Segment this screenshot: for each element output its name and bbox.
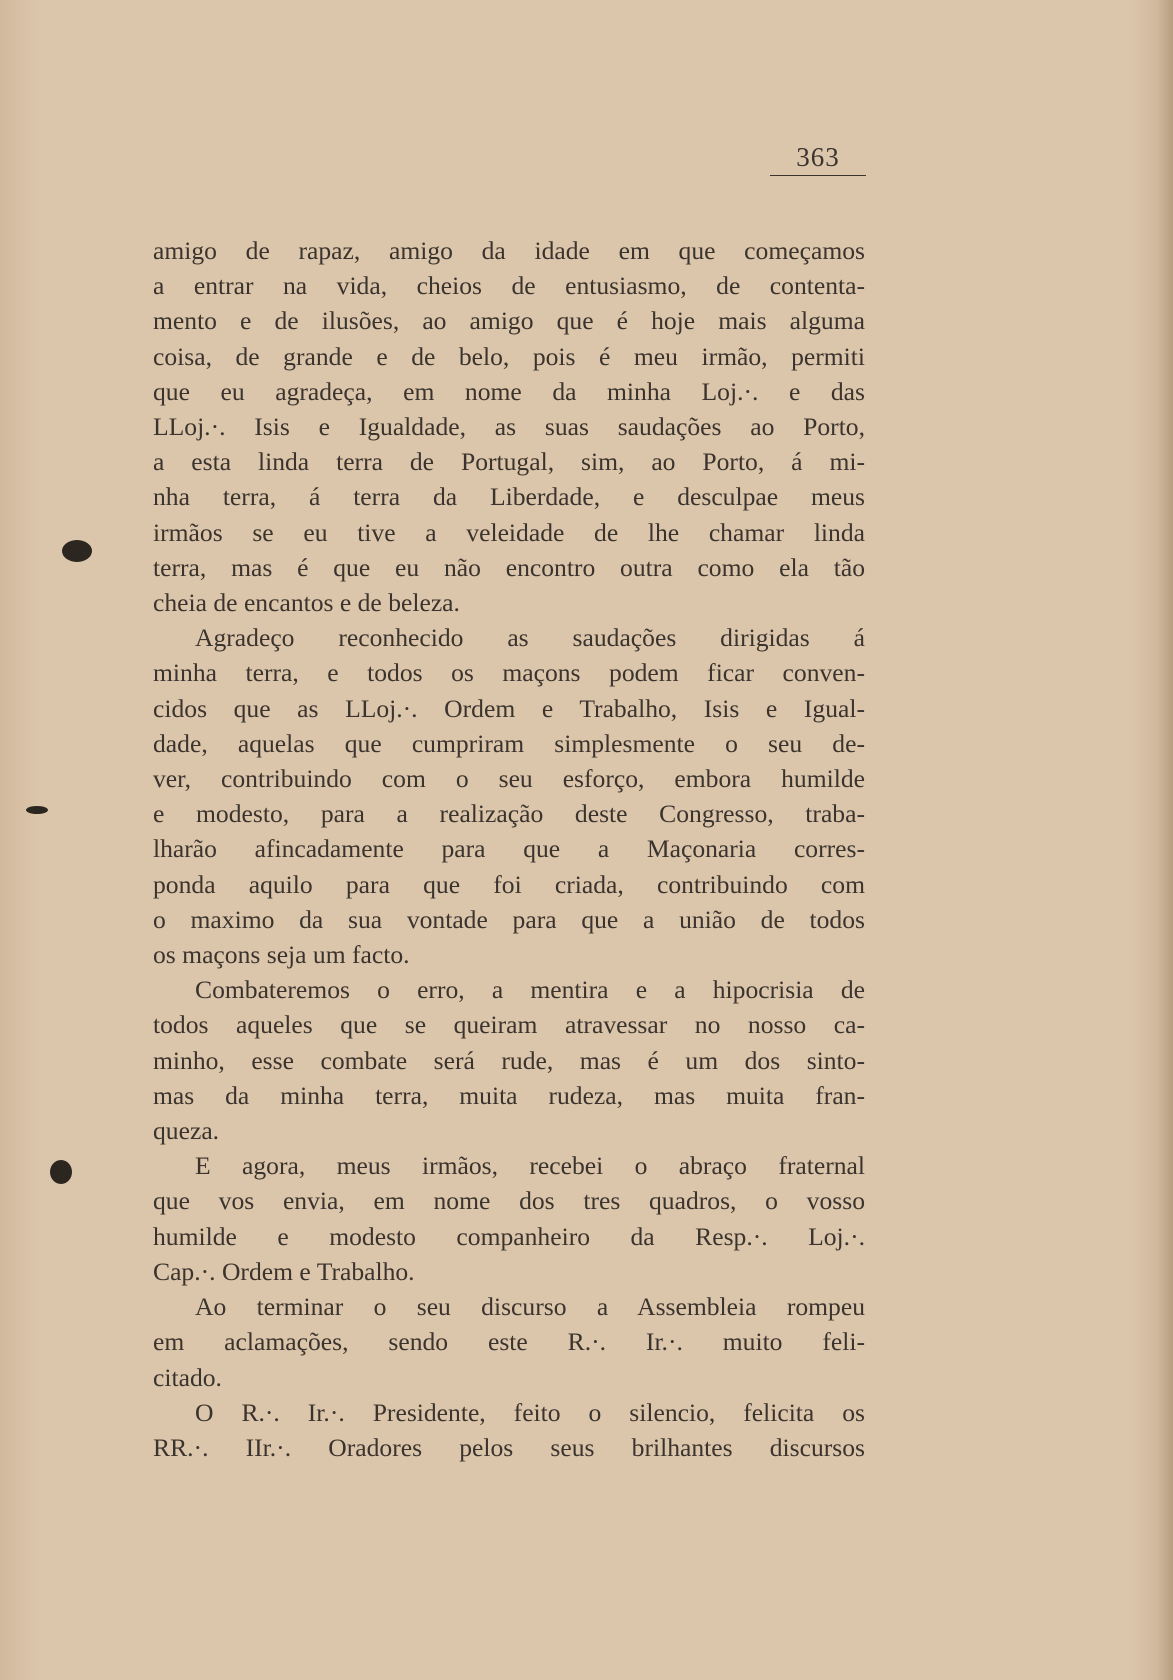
text-line: ponda aquilo para que foi criada, contribuindo com — [153, 869, 865, 899]
text-line: O R.·. Ir.·. Presidente, feito o silencio, felicita os — [195, 1397, 865, 1427]
text-line: cidos que as LLoj.·. Ordem e Trabalho, Isis e Igual- — [153, 693, 865, 723]
text-line: Cap.·. Ordem e Trabalho. — [153, 1256, 415, 1286]
text-line: minha terra, e todos os maçons podem ficar conven- — [153, 658, 865, 688]
text-line: mento e de ilusões, ao amigo que é hoje mais alguma — [153, 306, 865, 336]
text-line: citado. — [153, 1362, 222, 1392]
text-line: mas da minha terra, muita rudeza, mas muita fran- — [153, 1080, 865, 1110]
text-line: os maçons seja um facto. — [153, 940, 410, 970]
ink-blot-mark — [62, 540, 92, 562]
text-line: em aclamações, sendo este R.·. Ir.·. muito feli- — [153, 1327, 865, 1357]
text-line: dade, aquelas que cumpriram simplesmente o seu de- — [153, 728, 865, 758]
text-line: queza. — [153, 1116, 220, 1146]
text-line: cheia de encantos e de beleza. — [153, 588, 460, 618]
text-line: o maximo da sua vontade para que a união de todos — [153, 904, 865, 934]
text-line: a esta linda terra de Portugal, sim, ao Porto, á mi- — [153, 447, 865, 477]
text-line: Ao terminar o seu discurso a Assembleia rompeu — [195, 1292, 865, 1322]
text-line: Combateremos o erro, a mentira e a hipocrisia de — [195, 975, 865, 1005]
text-line: humilde e modesto companheiro da Resp.·. Loj.·. — [153, 1221, 865, 1251]
text-line: ver, contribuindo com o seu esforço, embora humilde — [153, 764, 865, 794]
ink-blot-mark — [50, 1160, 72, 1184]
text-line: minho, esse combate será rude, mas é um dos sinto- — [153, 1045, 865, 1075]
text-line: lharão afincadamente para que a Maçonaria corres- — [153, 834, 865, 864]
text-line: coisa, de grande e de belo, pois é meu irmão, permiti — [153, 341, 865, 371]
text-line: e modesto, para a realização deste Congresso, traba- — [153, 799, 865, 829]
text-line: todos aqueles que se queiram atravessar no nosso ca- — [153, 1010, 865, 1040]
page-binding-edge — [1159, 0, 1173, 1680]
text-line: terra, mas é que eu não encontro outra como ela tão — [153, 552, 865, 582]
text-line: irmãos se eu tive a veleidade de lhe chamar linda — [153, 517, 865, 547]
page-number: 363 — [770, 142, 866, 176]
body-text — [153, 233, 865, 1465]
text-line: que vos envia, em nome dos tres quadros, o vosso — [153, 1186, 865, 1216]
text-line: Agradeço reconhecido as saudações dirigidas á — [195, 623, 865, 653]
text-line: amigo de rapaz, amigo da idade em que começamos — [153, 236, 865, 265]
text-line: nha terra, á terra da Liberdade, e desculpae meus — [153, 482, 865, 512]
text-line: LLoj.·. Isis e Igualdade, as suas saudações ao Porto, — [153, 412, 865, 442]
text-line: RR.·. IIr.·. Oradores pelos seus brilhantes discursos — [153, 1432, 865, 1462]
text-line: E agora, meus irmãos, recebei o abraço fraternal — [195, 1151, 865, 1181]
ink-blot-mark — [26, 806, 48, 814]
text-line: a entrar na vida, cheios de entusiasmo, de contenta- — [153, 271, 865, 301]
text-line: que eu agradeça, em nome da minha Loj.·. e das — [153, 376, 865, 406]
